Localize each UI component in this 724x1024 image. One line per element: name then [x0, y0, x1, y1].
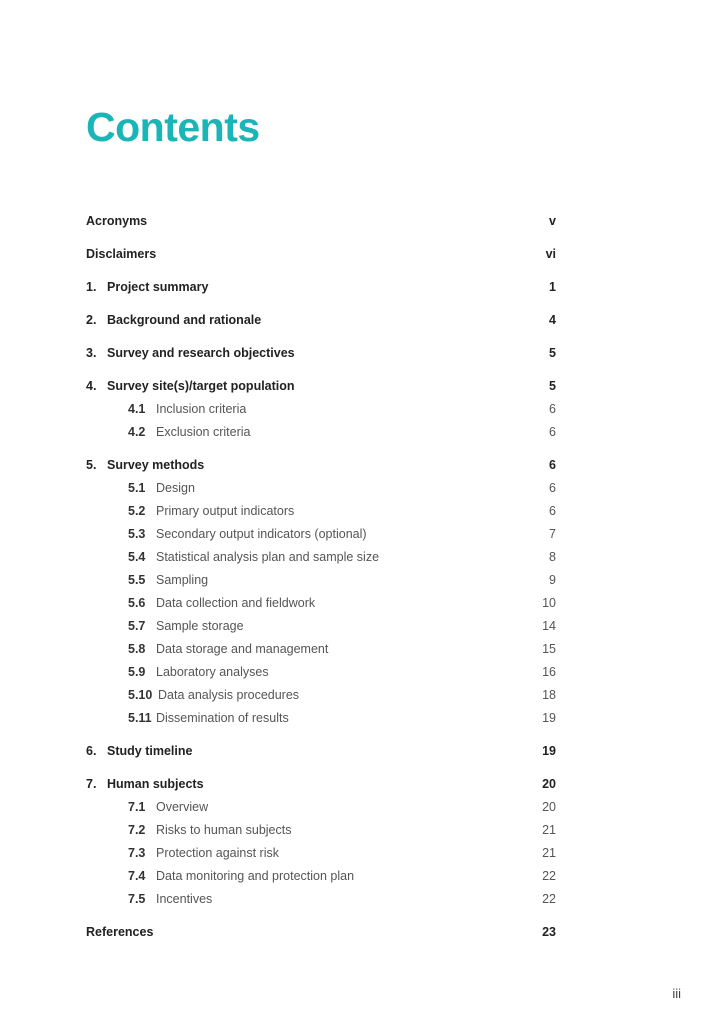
toc-subentry-number: 4.1: [128, 402, 146, 416]
toc-subentry-number: 5.5: [128, 573, 146, 587]
toc-subentry-7-5[interactable]: [86, 888, 556, 911]
toc-entry-section-2[interactable]: [86, 309, 556, 332]
toc-subentry-label: Primary output indicators: [156, 504, 295, 518]
toc-entry-label: Survey and research objectives: [107, 346, 295, 360]
toc-entry-label: References: [86, 925, 154, 939]
toc-entry-label: Survey site(s)/target population: [107, 379, 295, 393]
toc-entry-page: 4: [549, 313, 556, 327]
toc-entry-label: Study timeline: [107, 744, 193, 758]
toc-subentry-page: 9: [549, 573, 556, 587]
toc-entry-section-7[interactable]: [86, 773, 556, 796]
toc-entry-page: 20: [542, 777, 556, 791]
toc-subentry-page: 19: [542, 711, 556, 725]
page-number: iii: [672, 986, 681, 1001]
toc-entry-number: 2.: [86, 313, 97, 327]
toc-entry-section-3[interactable]: [86, 342, 556, 365]
toc-subentry-page: 15: [542, 642, 556, 656]
toc-entry-number: 3.: [86, 346, 97, 360]
toc-subentry-page: 14: [542, 619, 556, 633]
toc-subentry-page: 21: [542, 823, 556, 837]
toc-entry-number: 4.: [86, 379, 97, 393]
toc-subentry-5-2[interactable]: [86, 500, 556, 523]
toc-subentry-label: Dissemination of results: [156, 711, 289, 725]
toc-subentry-label: Data collection and fieldwork: [156, 596, 316, 610]
toc-subentry-5-5[interactable]: [86, 569, 556, 592]
toc-entry-label: Survey methods: [107, 458, 205, 472]
toc-subentry-5-7[interactable]: [86, 615, 556, 638]
toc-subentry-page: 6: [549, 425, 556, 439]
toc-subentry-label: Design: [156, 481, 195, 495]
toc-entry-section-5[interactable]: [86, 454, 556, 477]
toc-subentry-label: Overview: [156, 800, 209, 814]
toc-subentry-number: 7.1: [128, 800, 146, 814]
toc-entry-label: Background and rationale: [107, 313, 262, 327]
toc-subentry-label: Data analysis procedures: [158, 688, 300, 702]
toc-entry-page: vi: [545, 247, 556, 261]
toc-subentry-label: Laboratory analyses: [156, 665, 269, 679]
toc-subentry-label: Data monitoring and protection plan: [156, 869, 355, 883]
toc-subentry-number: 5.6: [128, 596, 146, 610]
toc-subentry-5-9[interactable]: [86, 661, 556, 684]
toc-entry-section-1[interactable]: [86, 276, 556, 299]
toc-entry-references[interactable]: [86, 921, 556, 944]
toc-subentry-page: 21: [542, 846, 556, 860]
toc-subentry-number: 5.7: [128, 619, 146, 633]
toc-subentry-4-2[interactable]: [86, 421, 556, 444]
toc-subentry-4-1[interactable]: [86, 398, 556, 421]
toc-subentry-page: 7: [549, 527, 556, 541]
toc-subentry-page: 16: [542, 665, 556, 679]
toc-subentry-number: 5.10: [128, 688, 153, 702]
toc-entry-disclaimers[interactable]: [86, 243, 556, 266]
toc-entry-label: Project summary: [107, 280, 209, 294]
toc-subentry-page: 6: [549, 481, 556, 495]
toc-subentry-label: Secondary output indicators (optional): [156, 527, 367, 541]
toc-subentry-7-2[interactable]: [86, 819, 556, 842]
toc-subentry-5-10[interactable]: [86, 684, 556, 707]
toc-subentry-page: 8: [549, 550, 556, 564]
toc-subentry-label: Exclusion criteria: [156, 425, 251, 439]
toc-entry-page: v: [549, 214, 556, 228]
toc-entry-label: Human subjects: [107, 777, 204, 791]
toc-entry-number: 5.: [86, 458, 97, 472]
toc-entry-number: 1.: [86, 280, 97, 294]
toc-subentry-page: 6: [549, 402, 556, 416]
toc-subentry-7-4[interactable]: [86, 865, 556, 888]
toc-subentry-label: Inclusion criteria: [156, 402, 247, 416]
toc-subentry-number: 5.4: [128, 550, 146, 564]
toc-subentry-label: Sampling: [156, 573, 209, 587]
toc-subentry-number: 7.2: [128, 823, 146, 837]
toc-subentry-number: 7.3: [128, 846, 146, 860]
toc-entry-page: 5: [549, 379, 556, 393]
toc-subentry-number: 5.11: [128, 711, 152, 725]
toc-subentry-page: 18: [542, 688, 556, 702]
toc-entry-number: 7.: [86, 777, 97, 791]
toc-subentry-page: 10: [542, 596, 556, 610]
toc-subentry-page: 22: [542, 892, 556, 906]
toc-subentry-label: Protection against risk: [156, 846, 279, 860]
toc-entry-section-6[interactable]: [86, 740, 556, 763]
toc-subentry-number: 7.5: [128, 892, 146, 906]
toc-subentry-label: Statistical analysis plan and sample size: [156, 550, 380, 564]
toc-subentry-7-1[interactable]: [86, 796, 556, 819]
toc-subentry-5-3[interactable]: [86, 523, 556, 546]
toc-subentry-5-6[interactable]: [86, 592, 556, 615]
toc-subentry-number: 5.9: [128, 665, 146, 679]
toc-subentry-number: 7.4: [128, 869, 146, 883]
toc-subentry-label: Data storage and management: [156, 642, 329, 656]
toc-subentry-label: Risks to human subjects: [156, 823, 292, 837]
toc-subentry-5-11[interactable]: [86, 707, 556, 730]
toc-entry-label: Disclaimers: [86, 247, 157, 261]
toc-entry-section-4[interactable]: [86, 375, 556, 398]
toc-subentry-7-3[interactable]: [86, 842, 556, 865]
toc-subentry-label: Sample storage: [156, 619, 244, 633]
toc-subentry-5-4[interactable]: [86, 546, 556, 569]
toc-entry-page: 23: [542, 925, 556, 939]
toc-subentry-page: 20: [542, 800, 556, 814]
toc-entry-label: Acronyms: [86, 214, 148, 228]
toc-subentry-5-8[interactable]: [86, 638, 556, 661]
toc-entry-page: 5: [549, 346, 556, 360]
toc-subentry-page: 22: [542, 869, 556, 883]
toc-subentry-number: 5.8: [128, 642, 146, 656]
page-title: Contents: [86, 104, 260, 150]
toc-subentry-number: 5.3: [128, 527, 146, 541]
toc-subentry-5-1[interactable]: [86, 477, 556, 500]
toc-subentry-page: 6: [549, 504, 556, 518]
toc-entry-acronyms[interactable]: [86, 210, 556, 233]
toc-subentry-number: 5.2: [128, 504, 146, 518]
toc-entry-page: 6: [549, 458, 556, 472]
toc-subentry-number: 4.2: [128, 425, 146, 439]
toc-entry-page: 19: [542, 744, 556, 758]
toc-subentry-number: 5.1: [128, 481, 146, 495]
toc-subentry-label: Incentives: [156, 892, 213, 906]
toc-entry-page: 1: [549, 280, 556, 294]
table-of-contents: [86, 210, 556, 944]
toc-entry-number: 6.: [86, 744, 97, 758]
